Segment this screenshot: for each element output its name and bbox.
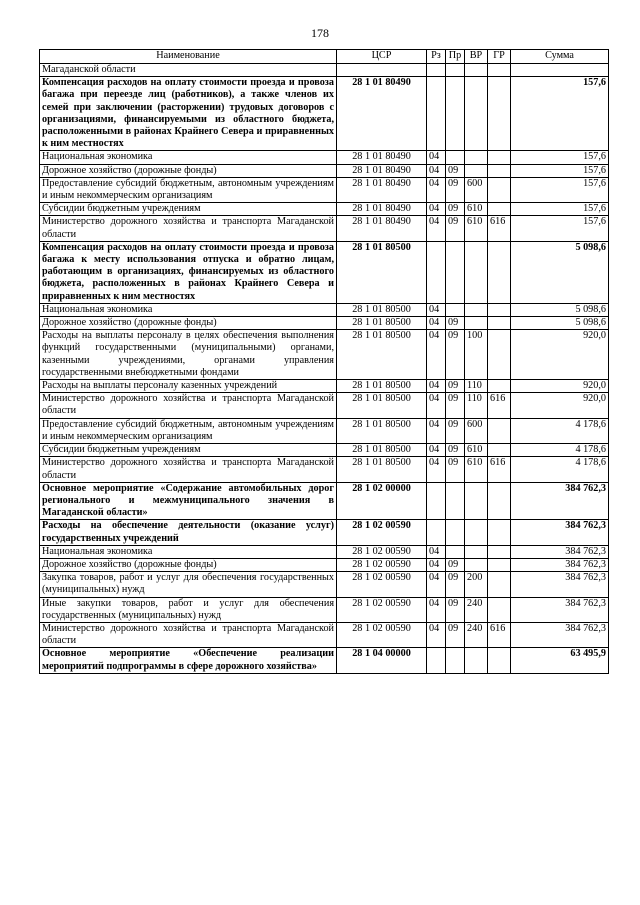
cell-sum: 920,0 bbox=[511, 393, 609, 418]
cell-sum: 384 762,3 bbox=[511, 622, 609, 647]
cell-pr: 09 bbox=[446, 164, 465, 177]
cell-sum: 5 098,6 bbox=[511, 241, 609, 303]
table-row bbox=[40, 444, 609, 457]
cell-name: Магаданской области bbox=[40, 64, 337, 77]
cell-name: Основное мероприятие «Содержание автомобильных дорог регионального и межмуниципального значения в Магаданской области» bbox=[40, 482, 337, 520]
cell-csr: 28 1 01 80500 bbox=[337, 380, 427, 393]
table-row bbox=[40, 151, 609, 164]
cell-name: Дорожное хозяйство (дорожные фонды) bbox=[40, 558, 337, 571]
cell-vr: 610 bbox=[465, 203, 488, 216]
cell-csr: 28 1 02 00590 bbox=[337, 622, 427, 647]
cell-gr bbox=[488, 597, 511, 622]
cell-name: Министерство дорожного хозяйства и транспорта Магаданской области bbox=[40, 622, 337, 647]
cell-vr: 610 bbox=[465, 216, 488, 241]
cell-name: Закупка товаров, работ и услуг для обеспечения государственных (муниципальных) нужд bbox=[40, 572, 337, 597]
table-row bbox=[40, 558, 609, 571]
cell-pr: 09 bbox=[446, 330, 465, 380]
cell-csr: 28 1 02 00590 bbox=[337, 545, 427, 558]
cell-gr bbox=[488, 558, 511, 571]
cell-sum: 384 762,3 bbox=[511, 545, 609, 558]
table-row bbox=[40, 77, 609, 151]
cell-pr bbox=[446, 482, 465, 520]
cell-gr: 616 bbox=[488, 393, 511, 418]
cell-pr: 09 bbox=[446, 622, 465, 647]
cell-gr bbox=[488, 482, 511, 520]
header-vr: ВР bbox=[465, 50, 488, 64]
header-gr: ГР bbox=[488, 50, 511, 64]
cell-rz: 04 bbox=[427, 164, 446, 177]
table-row bbox=[40, 457, 609, 482]
cell-pr: 09 bbox=[446, 597, 465, 622]
cell-vr bbox=[465, 520, 488, 545]
cell-csr: 28 1 01 80490 bbox=[337, 164, 427, 177]
cell-vr bbox=[465, 77, 488, 151]
cell-rz: 04 bbox=[427, 330, 446, 380]
table-row bbox=[40, 317, 609, 330]
cell-csr: 28 1 01 80490 bbox=[337, 77, 427, 151]
cell-gr bbox=[488, 77, 511, 151]
cell-csr: 28 1 02 00590 bbox=[337, 520, 427, 545]
cell-vr bbox=[465, 303, 488, 316]
cell-csr: 28 1 01 80490 bbox=[337, 203, 427, 216]
cell-csr: 28 1 04 00000 bbox=[337, 648, 427, 673]
cell-csr: 28 1 01 80500 bbox=[337, 418, 427, 443]
cell-name: Дорожное хозяйство (дорожные фонды) bbox=[40, 317, 337, 330]
cell-sum: 4 178,6 bbox=[511, 457, 609, 482]
table-row bbox=[40, 380, 609, 393]
cell-sum: 4 178,6 bbox=[511, 444, 609, 457]
cell-csr: 28 1 01 80500 bbox=[337, 457, 427, 482]
cell-rz bbox=[427, 520, 446, 545]
table-row bbox=[40, 545, 609, 558]
table-row bbox=[40, 303, 609, 316]
cell-gr bbox=[488, 648, 511, 673]
cell-sum: 384 762,3 bbox=[511, 482, 609, 520]
table-row bbox=[40, 572, 609, 597]
cell-pr: 09 bbox=[446, 380, 465, 393]
cell-vr: 600 bbox=[465, 418, 488, 443]
cell-name: Компенсация расходов на оплату стоимости проезда и провоза багажа при переезде лиц (работников), а также членов их семей при заключении (расторжении) трудовых договоров с организациями, финансируемыми из областного бюджета, расположенными в районах Крайнего Севера и приравненных к ним местностях bbox=[40, 77, 337, 151]
header-rz: Рз bbox=[427, 50, 446, 64]
cell-sum: 384 762,3 bbox=[511, 597, 609, 622]
cell-csr: 28 1 01 80500 bbox=[337, 317, 427, 330]
cell-sum: 157,6 bbox=[511, 77, 609, 151]
cell-rz bbox=[427, 64, 446, 77]
cell-sum: 157,6 bbox=[511, 151, 609, 164]
header-name: Наименование bbox=[40, 50, 337, 64]
cell-gr bbox=[488, 418, 511, 443]
cell-vr: 110 bbox=[465, 380, 488, 393]
table-row bbox=[40, 597, 609, 622]
cell-gr bbox=[488, 317, 511, 330]
cell-pr bbox=[446, 545, 465, 558]
cell-csr: 28 1 01 80490 bbox=[337, 151, 427, 164]
cell-pr bbox=[446, 151, 465, 164]
cell-vr bbox=[465, 64, 488, 77]
cell-sum: 157,6 bbox=[511, 164, 609, 177]
table-body bbox=[40, 64, 609, 674]
cell-gr bbox=[488, 572, 511, 597]
cell-gr bbox=[488, 151, 511, 164]
cell-rz bbox=[427, 77, 446, 151]
cell-vr bbox=[465, 164, 488, 177]
cell-rz: 04 bbox=[427, 203, 446, 216]
cell-sum: 157,6 bbox=[511, 203, 609, 216]
cell-csr: 28 1 01 80500 bbox=[337, 241, 427, 303]
cell-vr bbox=[465, 151, 488, 164]
cell-name: Национальная экономика bbox=[40, 151, 337, 164]
cell-gr bbox=[488, 303, 511, 316]
cell-name: Иные закупки товаров, работ и услуг для обеспечения государственных (муниципальных) нужд bbox=[40, 597, 337, 622]
cell-sum: 157,6 bbox=[511, 177, 609, 202]
cell-name: Расходы на обеспечение деятельности (оказание услуг) государственных учреждений bbox=[40, 520, 337, 545]
table-row bbox=[40, 241, 609, 303]
cell-rz: 04 bbox=[427, 622, 446, 647]
cell-pr bbox=[446, 303, 465, 316]
cell-pr: 09 bbox=[446, 393, 465, 418]
cell-vr: 610 bbox=[465, 444, 488, 457]
cell-gr bbox=[488, 520, 511, 545]
cell-sum: 63 495,9 bbox=[511, 648, 609, 673]
table-row bbox=[40, 177, 609, 202]
cell-gr bbox=[488, 380, 511, 393]
cell-name: Предоставление субсидий бюджетным, автономным учреждениям и иным некоммерческим организациям bbox=[40, 418, 337, 443]
table-row bbox=[40, 648, 609, 673]
cell-vr: 600 bbox=[465, 177, 488, 202]
table-row bbox=[40, 520, 609, 545]
cell-sum: 920,0 bbox=[511, 330, 609, 380]
cell-sum: 157,6 bbox=[511, 216, 609, 241]
cell-rz bbox=[427, 241, 446, 303]
cell-pr bbox=[446, 648, 465, 673]
cell-csr bbox=[337, 64, 427, 77]
cell-rz: 04 bbox=[427, 151, 446, 164]
table-row bbox=[40, 216, 609, 241]
cell-pr: 09 bbox=[446, 418, 465, 443]
cell-rz: 04 bbox=[427, 444, 446, 457]
cell-vr: 240 bbox=[465, 622, 488, 647]
cell-rz: 04 bbox=[427, 216, 446, 241]
cell-vr: 200 bbox=[465, 572, 488, 597]
cell-name: Национальная экономика bbox=[40, 545, 337, 558]
cell-rz: 04 bbox=[427, 380, 446, 393]
cell-rz: 04 bbox=[427, 303, 446, 316]
cell-pr: 09 bbox=[446, 572, 465, 597]
cell-vr bbox=[465, 317, 488, 330]
cell-pr: 09 bbox=[446, 457, 465, 482]
cell-gr bbox=[488, 177, 511, 202]
cell-csr: 28 1 01 80500 bbox=[337, 444, 427, 457]
cell-pr bbox=[446, 520, 465, 545]
cell-vr bbox=[465, 482, 488, 520]
cell-vr bbox=[465, 558, 488, 571]
cell-csr: 28 1 02 00590 bbox=[337, 572, 427, 597]
cell-pr bbox=[446, 241, 465, 303]
page-number: 178 bbox=[311, 26, 329, 40]
cell-name: Субсидии бюджетным учреждениям bbox=[40, 444, 337, 457]
cell-sum: 5 098,6 bbox=[511, 317, 609, 330]
cell-gr bbox=[488, 444, 511, 457]
cell-name: Министерство дорожного хозяйства и транспорта Магаданской области bbox=[40, 216, 337, 241]
table-row bbox=[40, 164, 609, 177]
cell-rz: 04 bbox=[427, 457, 446, 482]
cell-sum: 384 762,3 bbox=[511, 520, 609, 545]
cell-csr: 28 1 02 00590 bbox=[337, 597, 427, 622]
cell-rz: 04 bbox=[427, 572, 446, 597]
cell-sum: 384 762,3 bbox=[511, 558, 609, 571]
cell-vr: 240 bbox=[465, 597, 488, 622]
cell-csr: 28 1 01 80490 bbox=[337, 216, 427, 241]
cell-name: Компенсация расходов на оплату стоимости проезда и провоза багажа к месту использования отпуска и обратно лицам, работающим в организациях, финансируемых из областного бюджета, расположенных в районах Крайнего Севера и приравненных к ним местностях bbox=[40, 241, 337, 303]
cell-csr: 28 1 01 80500 bbox=[337, 303, 427, 316]
cell-gr bbox=[488, 164, 511, 177]
cell-sum: 384 762,3 bbox=[511, 572, 609, 597]
cell-vr: 610 bbox=[465, 457, 488, 482]
cell-sum: 5 098,6 bbox=[511, 303, 609, 316]
cell-pr: 09 bbox=[446, 203, 465, 216]
cell-name: Национальная экономика bbox=[40, 303, 337, 316]
table-row bbox=[40, 64, 609, 77]
table-row bbox=[40, 622, 609, 647]
cell-rz: 04 bbox=[427, 317, 446, 330]
cell-gr bbox=[488, 64, 511, 77]
cell-pr: 09 bbox=[446, 177, 465, 202]
cell-csr: 28 1 02 00000 bbox=[337, 482, 427, 520]
cell-rz: 04 bbox=[427, 177, 446, 202]
cell-vr: 100 bbox=[465, 330, 488, 380]
cell-rz: 04 bbox=[427, 393, 446, 418]
cell-name: Основное мероприятие «Обеспечение реализации мероприятий подпрограммы в сфере дорожного хозяйства» bbox=[40, 648, 337, 673]
table-row bbox=[40, 393, 609, 418]
header-csr: ЦСР bbox=[337, 50, 427, 64]
cell-gr: 616 bbox=[488, 457, 511, 482]
cell-csr: 28 1 01 80500 bbox=[337, 330, 427, 380]
cell-vr: 110 bbox=[465, 393, 488, 418]
cell-rz: 04 bbox=[427, 558, 446, 571]
cell-csr: 28 1 01 80490 bbox=[337, 177, 427, 202]
header-sum: Сумма bbox=[511, 50, 609, 64]
cell-gr bbox=[488, 203, 511, 216]
table-row bbox=[40, 203, 609, 216]
cell-csr: 28 1 02 00590 bbox=[337, 558, 427, 571]
cell-sum bbox=[511, 64, 609, 77]
cell-pr: 09 bbox=[446, 444, 465, 457]
cell-vr bbox=[465, 241, 488, 303]
cell-pr: 09 bbox=[446, 317, 465, 330]
cell-name: Дорожное хозяйство (дорожные фонды) bbox=[40, 164, 337, 177]
table-row bbox=[40, 482, 609, 520]
cell-name: Министерство дорожного хозяйства и транспорта Магаданской области bbox=[40, 393, 337, 418]
cell-rz: 04 bbox=[427, 545, 446, 558]
cell-vr bbox=[465, 648, 488, 673]
cell-pr: 09 bbox=[446, 216, 465, 241]
cell-name: Субсидии бюджетным учреждениям bbox=[40, 203, 337, 216]
cell-pr bbox=[446, 64, 465, 77]
cell-gr: 616 bbox=[488, 622, 511, 647]
cell-name: Предоставление субсидий бюджетным, автономным учреждениям и иным некоммерческим организациям bbox=[40, 177, 337, 202]
cell-name: Министерство дорожного хозяйства и транспорта Магаданской области bbox=[40, 457, 337, 482]
cell-rz: 04 bbox=[427, 418, 446, 443]
cell-gr: 616 bbox=[488, 216, 511, 241]
cell-rz bbox=[427, 482, 446, 520]
cell-pr bbox=[446, 77, 465, 151]
table-row bbox=[40, 330, 609, 380]
cell-pr: 09 bbox=[446, 558, 465, 571]
cell-gr bbox=[488, 545, 511, 558]
cell-sum: 920,0 bbox=[511, 380, 609, 393]
header-pr: Пр bbox=[446, 50, 465, 64]
cell-rz: 04 bbox=[427, 597, 446, 622]
table-row bbox=[40, 418, 609, 443]
cell-name: Расходы на выплаты персоналу в целях обеспечения выполнения функций государственными (муниципальными) органами, казенными учреждениями, органами управления государственными внебюджетными фондами bbox=[40, 330, 337, 380]
table-header-row bbox=[40, 50, 609, 64]
cell-sum: 4 178,6 bbox=[511, 418, 609, 443]
budget-table bbox=[39, 49, 609, 674]
cell-gr bbox=[488, 241, 511, 303]
cell-csr: 28 1 01 80500 bbox=[337, 393, 427, 418]
cell-rz bbox=[427, 648, 446, 673]
cell-name: Расходы на выплаты персоналу казенных учреждений bbox=[40, 380, 337, 393]
cell-vr bbox=[465, 545, 488, 558]
cell-gr bbox=[488, 330, 511, 380]
